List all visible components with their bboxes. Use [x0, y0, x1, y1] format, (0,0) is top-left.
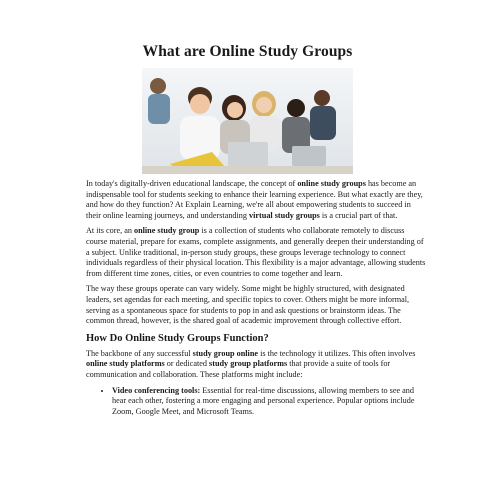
- section-heading: How Do Online Study Groups Function?: [86, 332, 269, 344]
- keyword: study group online: [192, 348, 259, 358]
- list-item-label: Video conferencing tools:: [112, 385, 201, 395]
- paragraph-intro: In today's digitally-driven educational landscape, the concept of online study groups has become an indispensable tool for students seeking to enhance their learning experience. But what exactly are they, and how do they function? At Explain Learning, we're all about empowering students to succeed in their online learning journeys, and understanding virtual study groups is a crucial part of that.: [86, 179, 423, 220]
- keyword: virtual study groups: [249, 210, 320, 220]
- keyword: study group platforms: [209, 359, 288, 369]
- paragraph-definition: At its core, an online study group is a collection of students who collaborate remotely to discuss course material, prepare for exams, complete assignments, and generally deepen their understanding of a subject. Unlike traditional, in-person study groups, these groups leverage technology to connect individuals regardless of their physical location. This flexibility is a major advantage, allowing students from different time zones, cities, or even countries to come together and learn.: [86, 226, 426, 278]
- article-body: [86, 179, 426, 417]
- students-photo: [142, 68, 353, 174]
- students-illustration: [142, 68, 353, 174]
- paragraph-technology: The backbone of any successful study group online is the technology it utilizes. This often involves online study platforms or dedicated study group platforms that provide a suite of tools for communication and collaboration. These platforms might include:: [86, 348, 416, 379]
- page-title: What are Online Study Groups: [142, 43, 353, 60]
- paragraph-operation: The way these groups operate can vary widely. Some might be highly structured, with designated leaders, set agendas for each meeting, and specific topics to cover. Others might be more informal, serving as a spontaneous space for students to pop in and ask questions or brainstorm ideas. The common thread, however, is the shared goal of academic improvement through collective effort.: [86, 284, 410, 326]
- keyword: online study groups: [297, 179, 366, 188]
- keyword: online study group: [133, 226, 200, 236]
- keyword: online study platforms: [86, 359, 165, 369]
- platform-list: [86, 386, 426, 418]
- list-item: • Video conferencing tools: Essential for real-time discussions, allowing members to see and hear each other, fostering a more engaging and personal experience. Popular options include Zoom, Google Meet, and Microsoft Teams.: [112, 386, 426, 418]
